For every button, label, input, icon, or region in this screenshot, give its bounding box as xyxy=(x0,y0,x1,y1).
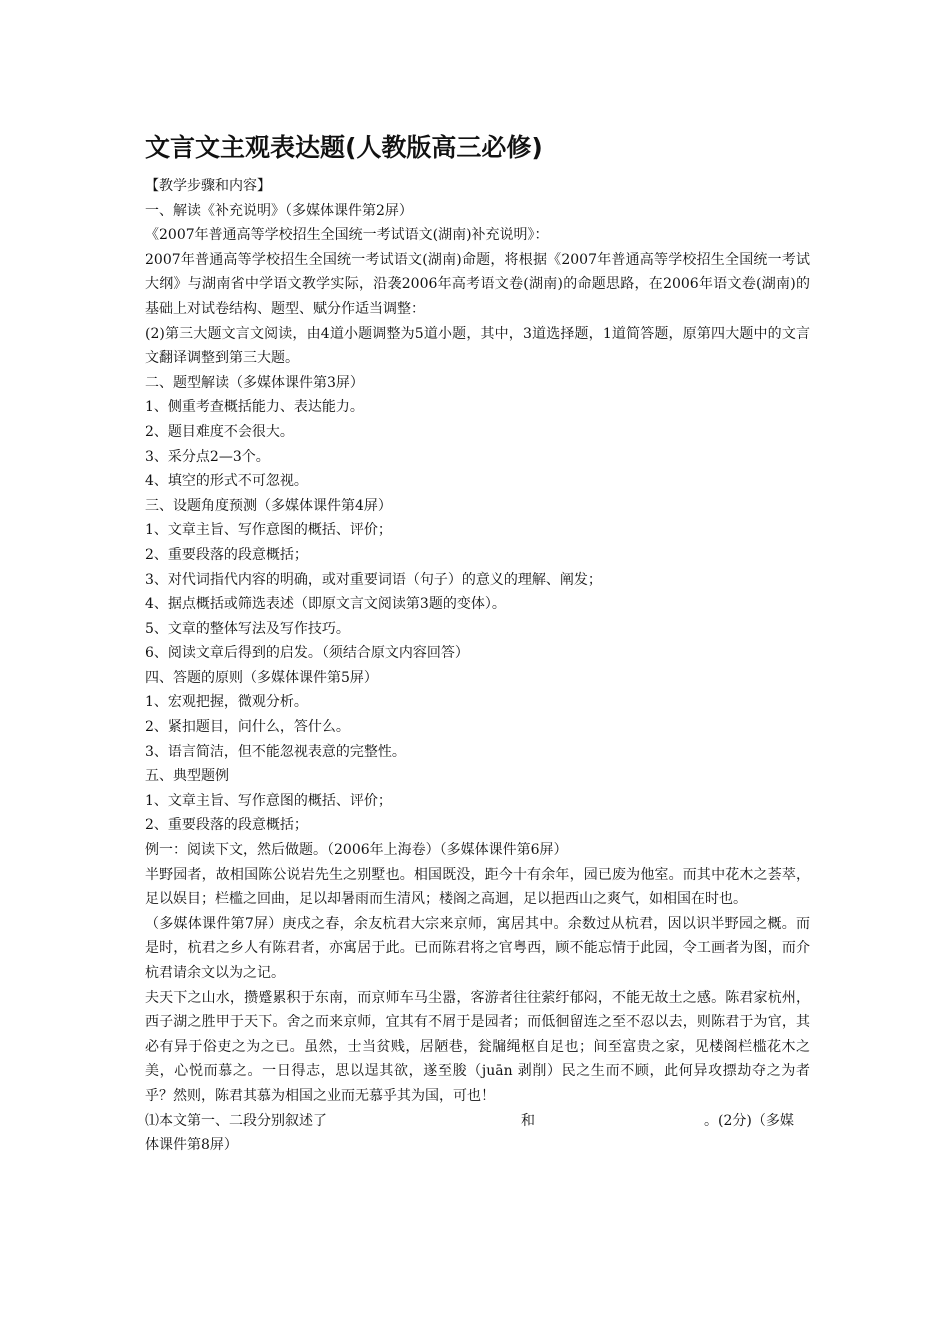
body-line: 1、文章主旨、写作意图的概括、评价； xyxy=(145,522,392,539)
body-line: 一、解读《补充说明》（多媒体课件第2屏） xyxy=(145,202,413,219)
body-line: 三、设题角度预测（多媒体课件第4屏） xyxy=(145,497,392,514)
body-line: 例一：阅读下文，然后做题。（2006年上海卷）（多媒体课件第6屏） xyxy=(145,842,568,859)
body-line: 3、语言简洁，但不能忽视表意的完整性。 xyxy=(145,743,406,760)
body-line: 【教学步骤和内容】 xyxy=(145,178,271,194)
body-line: 夫天下之山水，攒蹙累积于东南，而京师车马尘嚣，客游者往往萦纡郁闷，不能无故土之感。陈君家杭州，西子湖之胜甲于天下。舍之而来京师，宜其有不屑于是园者；而低徊留连之至不忍以去，则陈君于为官，其必有异于俗吏之为之已。虽然，士当贫贱，居陋巷，瓮牖绳枢自足也；间至富贵之家，见楼阁栏槛花木之美，心悦而慕之。一日得志，思以逞其欲，遂至朘（juān 剥削）民之生而不顾，此何异攻摽劫夺之为者乎？然则，陈君其慕为相国之业而无慕乎其为国，可也！ xyxy=(145,989,810,1104)
body-line: 6、阅读文章后得到的启发。（须结合原文内容回答） xyxy=(145,645,469,662)
body-line: (2)第三大题文言文阅读，由4道小题调整为5道小题，其中，3道选择题，1道简答题，原第四大题中的文言文翻译调整到第三大题。 xyxy=(145,325,810,367)
body-line: 半野园者，故相国陈公说岩先生之别墅也。相国既没，距今十有余年，园已废为他室。而其中花木之荟萃，足以娱目；栏槛之回曲，足以却暑雨而生清风；楼阁之高迴，足以挹西山之爽气，如相国在时也。 xyxy=(145,866,810,908)
body-line: 1、文章主旨、写作意图的概括、评价； xyxy=(145,792,392,809)
body-line: 3、采分点2—3个。 xyxy=(145,448,270,465)
body-line: 《2007年普通高等学校招生全国统一考试语文(湖南)补充说明》： xyxy=(145,227,549,244)
body-line: （多媒体课件第7屏）庚戌之春，余友杭君大宗来京师，寓居其中。余数过从杭君，因以识半野园之概。而是时，杭君之乡人有陈君者，亦寓居于此。已而陈君将之官粤西，顾不能忘情于此园，令工画者为图，而介杭君请余文以为之记。 xyxy=(145,915,810,981)
body-line: 3、对代词指代内容的明确，或对重要词语（句子）的意义的理解、阐发； xyxy=(145,571,602,588)
body-line: 2、题目难度不会很大。 xyxy=(145,423,294,440)
question-1-prefix: ⑴本文第一、二段分别叙述了 xyxy=(145,1112,327,1129)
question-1-suffix: 。(2分)（多媒 xyxy=(704,1112,794,1129)
document-title: 文言文主观表达题(人教版高三必修) xyxy=(145,133,543,162)
body-line: 2、重要段落的段意概括； xyxy=(145,817,308,834)
body-line: 2007年普通高等学校招生全国统一考试语文(湖南)命题，将根据《2007年普通高等学校招生全国统一考试大纲》与湖南省中学语文教学实际，沿袭2006年高考语文卷(湖南)的命题思路，在2006年语文卷(湖南)的基础上对试卷结构、题型、赋分作适当调整： xyxy=(145,251,810,317)
body-line: 1、宏观把握，微观分析。 xyxy=(145,694,308,711)
body-line: 五、典型题例 xyxy=(145,768,229,785)
question-1-line xyxy=(145,1109,810,1134)
body-line: 1、侧重考查概括能力、表达能力。 xyxy=(145,399,364,416)
document-page xyxy=(145,128,810,1158)
body-line: 四、答题的原则（多媒体课件第5屏） xyxy=(145,669,378,686)
body-line: 2、重要段落的段意概括； xyxy=(145,546,308,563)
body-line: 二、题型解读（多媒体课件第3屏） xyxy=(145,374,364,391)
question-1-middle: 和 xyxy=(521,1112,535,1129)
body-line: 4、填空的形式不可忽视。 xyxy=(145,473,308,490)
body-line: 5、文章的整体写法及写作技巧。 xyxy=(145,620,350,637)
document-body xyxy=(145,174,810,1109)
body-line: 2、紧扣题目，问什么，答什么。 xyxy=(145,719,350,736)
question-1-continuation: 体课件第8屏） xyxy=(145,1137,238,1154)
body-line: 4、据点概括或筛选表述（即原文言文阅读第3题的变体）。 xyxy=(145,596,506,613)
